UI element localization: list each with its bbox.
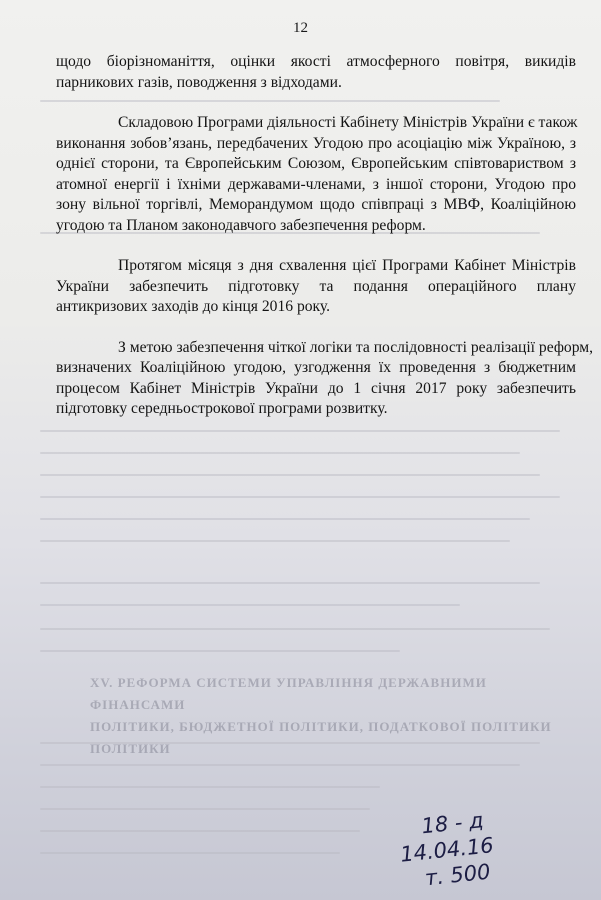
text-line: зону вільної торгівлі, Меморандумом щодо співпраці з МВФ, Коаліційною	[56, 196, 576, 213]
paragraph-1	[56, 52, 576, 93]
text-line: антикризових заходів до кінця 2016 року.	[56, 298, 331, 315]
text-line: З метою забезпечення чіткої логіки та послідовності реалізації реформ,	[118, 338, 594, 356]
handwritten-line: 18 - д	[420, 808, 485, 839]
bleed-through-line	[40, 808, 370, 810]
bleed-through-heading	[90, 672, 570, 760]
bleed-heading-line: XV. РЕФОРМА СИСТЕМИ УПРАВЛІННЯ ДЕРЖАВНИМИ ФІНАНСАМИ	[90, 675, 487, 712]
bleed-through-line	[40, 628, 550, 630]
bleed-heading-line: ПОЛІТИКИ	[90, 741, 171, 756]
bleed-through-line	[40, 830, 360, 832]
bleed-through-line	[40, 786, 380, 788]
paragraph-2	[56, 113, 576, 236]
bleed-through-line	[40, 764, 520, 766]
page-number: 12	[293, 20, 308, 36]
bleed-through-line	[40, 518, 530, 520]
handwritten-registration-note	[396, 800, 553, 893]
paragraph-4	[56, 338, 594, 420]
text-line: Складовою Програми діяльності Кабінету Міністрів України є також	[118, 114, 578, 131]
text-line: однієї сторони, та Європейським Союзом, Європейським співтовариством з	[56, 155, 576, 172]
paragraph-3	[56, 256, 576, 318]
bleed-through-line	[40, 452, 520, 454]
text-line: атомної енергії і їхніми державами-членами, з іншої сторони, Угодою про	[56, 175, 576, 193]
text-line: процесом Кабінет Міністрів України до 1 січня 2017 року забезпечить	[56, 379, 576, 397]
bleed-through-line	[40, 650, 400, 652]
bleed-through-line	[40, 604, 460, 606]
handwritten-line: т. 500	[423, 859, 492, 891]
text-line: щодо біорізноманіття, оцінки якості атмосферного повітря, викидів	[56, 53, 576, 70]
text-line: виконання зобов’язань, передбачених Угодою про асоціацію між Україною, з	[56, 134, 576, 152]
text-line: парникових газів, поводження з відходами.	[56, 73, 342, 91]
bleed-through-line	[40, 474, 540, 476]
bleed-through-line	[40, 540, 510, 542]
text-line: Протягом місяця з дня схвалення цієї Програми Кабінет Міністрів	[118, 257, 576, 274]
bleed-through-line	[40, 582, 540, 584]
text-line: підготовку середньострокової програми розвитку.	[56, 400, 388, 417]
text-line: визначених Коаліційною угодою, узгодження їх проведення з бюджетним	[56, 359, 576, 376]
bleed-through-line	[40, 852, 340, 854]
handwritten-line: 14.04.16	[399, 833, 495, 867]
text-line: угодою та Планом законодавчого забезпечення реформ.	[56, 216, 426, 234]
bleed-through-line	[40, 496, 560, 498]
text-line: України забезпечить підготовку та подання операційного плану	[56, 277, 576, 295]
body-text	[56, 52, 594, 440]
bleed-heading-line: ПОЛІТИКИ, БЮДЖЕТНОЇ ПОЛІТИКИ, ПОДАТКОВОЇ ПОЛІТИКИ	[90, 719, 552, 734]
